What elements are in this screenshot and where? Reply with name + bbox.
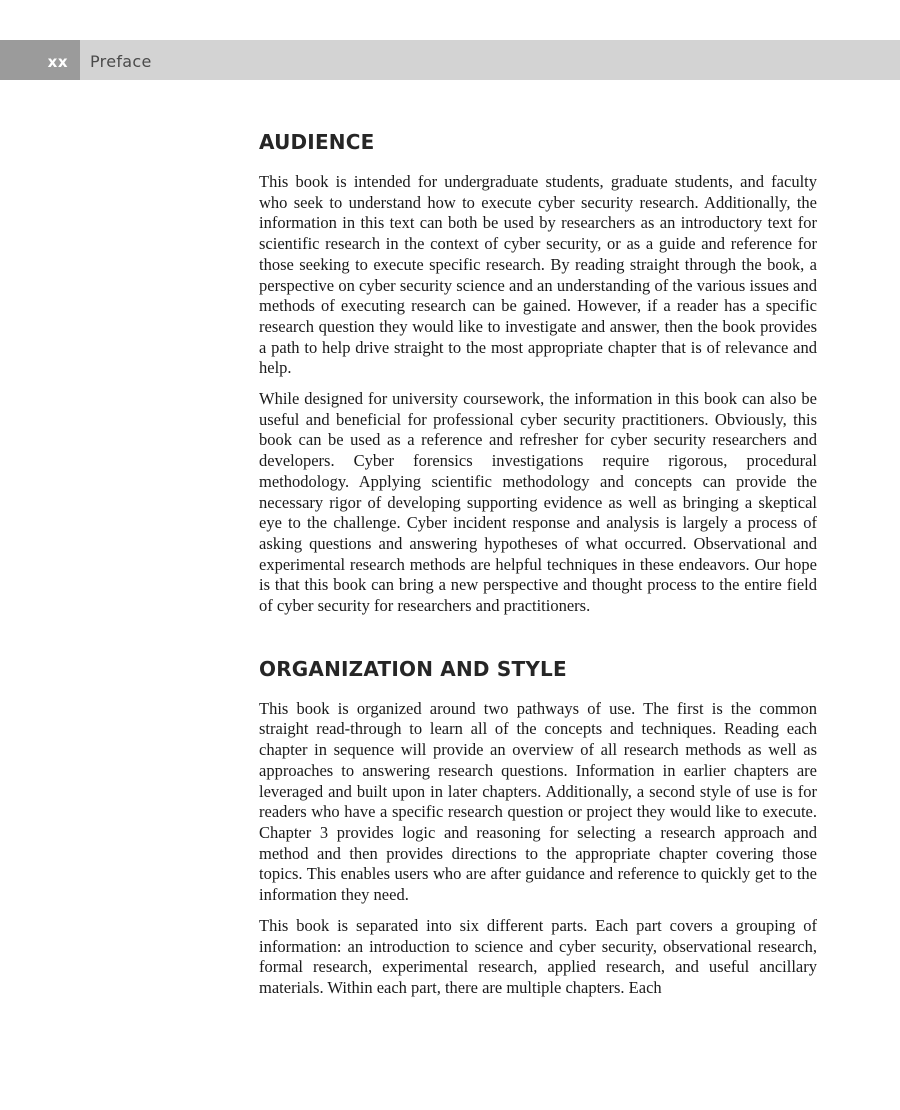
section-organization-and-style <box>259 655 817 999</box>
page-body <box>259 128 817 1009</box>
section-audience <box>259 128 817 617</box>
page-number: xx <box>0 40 80 80</box>
running-head-title: Preface <box>90 52 152 71</box>
paragraph: While designed for university coursework, the information in this book can also be useful and beneficial for professional cyber security practitioners. Obviously, this book can be used as a reference and refresher for cyber security researchers and developers. Cyber forensics investigations require rigorous, procedural methodology. Applying scientific methodology and concepts can provide the necessary rigor of developing supporting evidence as well as bringing a skeptical eye to the challenge. Cyber incident response and analysis is largely a process of asking questions and answering hypotheses of what occurred. Observational and experimental research methods are helpful techniques in these endeavors. Our hope is that this book can bring a new perspective and thought process to the entire field of cyber security for researchers and practitioners. <box>259 389 817 616</box>
section-heading: ORGANIZATION AND STYLE <box>259 656 567 681</box>
paragraph: This book is organized around two pathways of use. The first is the common straight read-through to learn all of the concepts and techniques. Reading each chapter in sequence will provide an overview of all research methods as well as approaches to answering research questions. Information in earlier chapters are leveraged and built upon in later chapters. Additionally, a second style of use is for readers who have a specific research question or project they would like to execute. Chapter 3 provides logic and reasoning for selecting a research approach and method and then provides directions to the appropriate chapter covering those topics. This enables users who are after guidance and reference to quickly get to the information they need. <box>259 698 817 905</box>
paragraph: This book is intended for undergraduate students, graduate students, and faculty who seek to understand how to execute cyber security research. Additionally, the information in this text can both be used by researchers as an introductory text for scientific research in the context of cyber security, or as a guide and reference for those seeking to execute specific research. By reading straight through the book, a perspective on cyber security science and an understanding of the various issues and methods of executing research can be gained. However, if a reader has a specific research question they would like to investigate and answer, then the book provides a path to help drive straight to the most appropriate chapter that is of relevance and help. <box>259 172 817 378</box>
paragraph: This book is separated into six different parts. Each part covers a grouping of information: an introduction to science and cyber security, observational research, formal research, experimental research, applied research, and useful ancillary materials. Within each part, there are multiple chapters. Each <box>259 915 817 997</box>
running-header <box>0 40 900 80</box>
section-heading: AUDIENCE <box>259 130 375 154</box>
